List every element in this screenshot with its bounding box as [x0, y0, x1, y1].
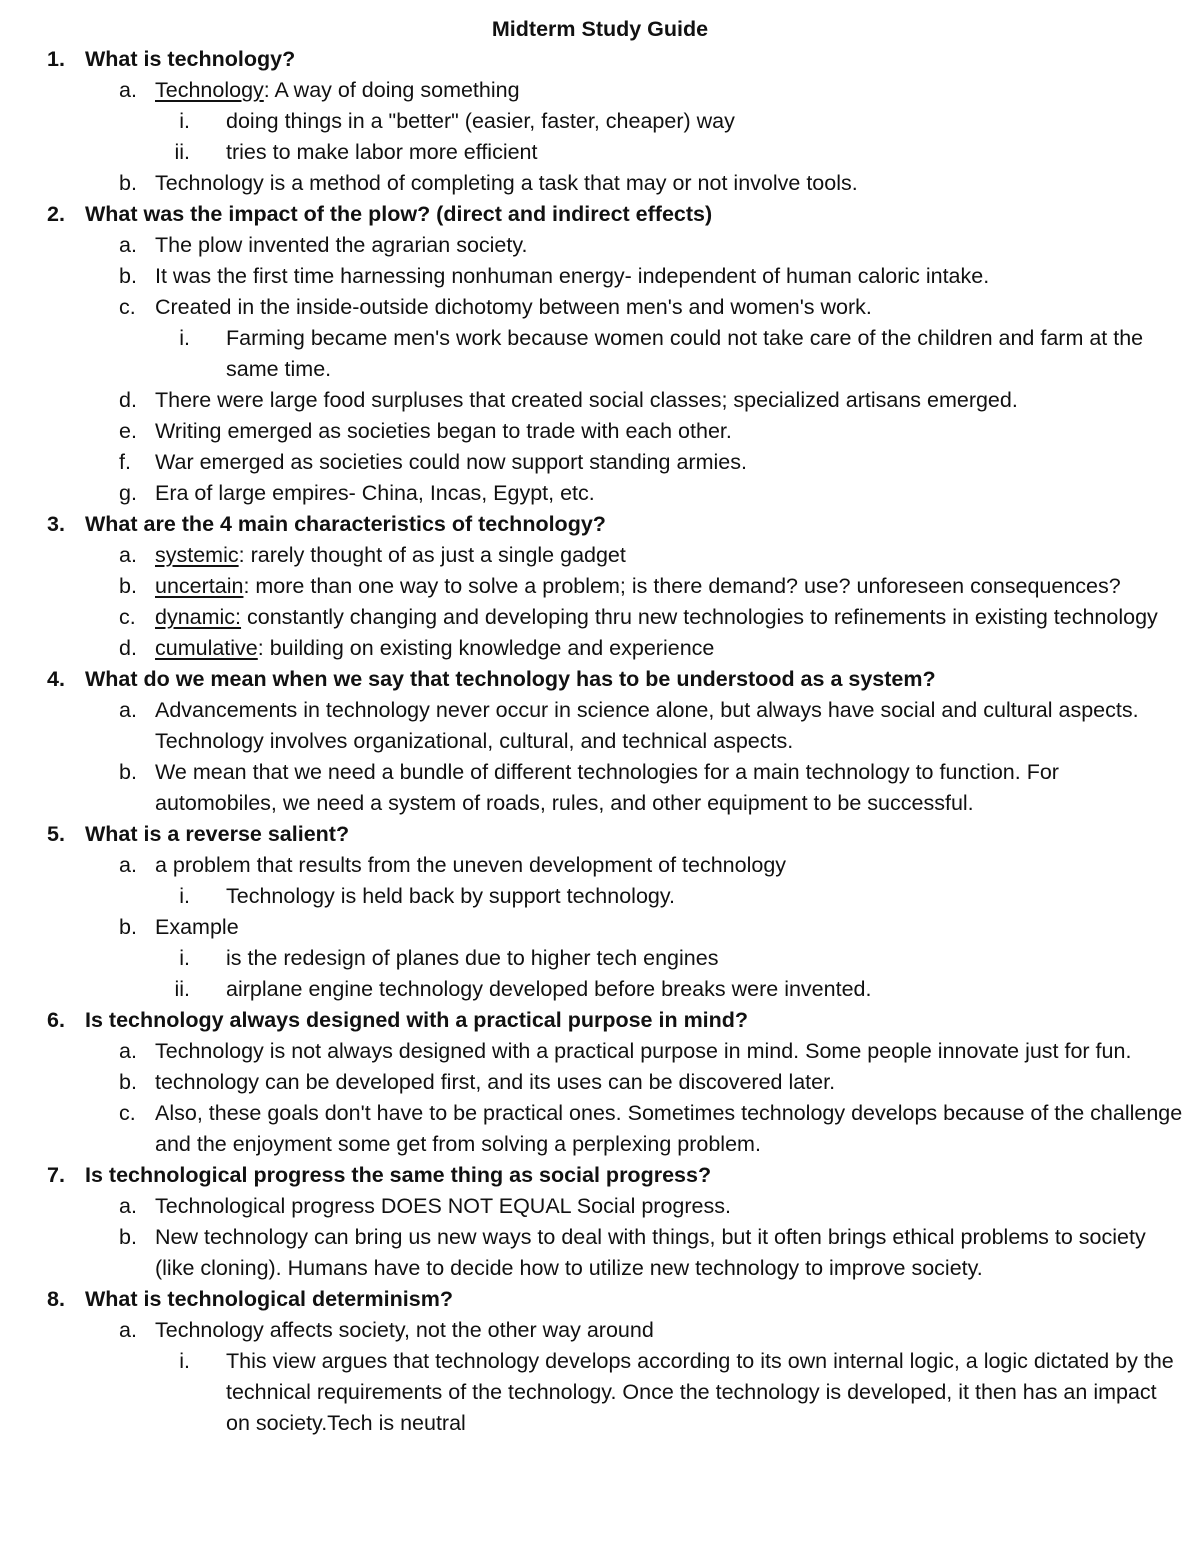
answer-text: a problem that results from the uneven development of technology — [155, 853, 787, 877]
question-number: 4. — [47, 667, 65, 691]
sub-answer-item — [0, 137, 1200, 168]
answer-marker: a. — [119, 853, 137, 877]
answer-item — [0, 230, 1200, 261]
answer-marker: a. — [119, 1039, 137, 1063]
answer-marker: b. — [119, 1225, 137, 1249]
sub-answer-text: Technology is held back by support technology. — [226, 884, 675, 908]
question-item — [0, 1005, 1200, 1036]
answer-marker: a. — [119, 78, 137, 102]
answer-text: The plow invented the agrarian society. — [155, 233, 528, 257]
sub-answer-text: This view argues that technology develops according to its own internal logic, a logic dictated by the technical requirements of the technology. Once the technology is developed, it then has an impact on society.Tech is neutral — [226, 1349, 1174, 1435]
answer-item — [0, 1222, 1200, 1284]
question-text: What is technological determinism? — [85, 1287, 453, 1311]
answer-marker: c. — [119, 295, 136, 319]
answer-text: Era of large empires- China, Incas, Egypt, etc. — [155, 481, 595, 505]
answer-marker: a. — [119, 698, 137, 722]
question-number: 1. — [47, 47, 65, 71]
answer-text: technology can be developed first, and its uses can be discovered later. — [155, 1070, 836, 1094]
answer-marker: b. — [119, 760, 137, 784]
answer-term: systemic — [155, 543, 239, 567]
question-text: What was the impact of the plow? (direct and indirect effects) — [85, 202, 713, 226]
question-item — [0, 819, 1200, 850]
answer-text: : A way of doing something — [263, 78, 520, 102]
sub-answer-item — [0, 974, 1200, 1005]
answer-item — [0, 75, 1200, 106]
answer-item — [0, 850, 1200, 881]
question-item — [0, 199, 1200, 230]
answer-text: Example — [155, 915, 239, 939]
question-number: 2. — [47, 202, 65, 226]
answer-marker: c. — [119, 1101, 136, 1125]
answer-text: : building on existing knowledge and experience — [257, 636, 715, 660]
question-number: 5. — [47, 822, 65, 846]
answer-item — [0, 478, 1200, 509]
answer-item — [0, 912, 1200, 943]
answer-item — [0, 571, 1200, 602]
answer-text: Technology is not always designed with a practical purpose in mind. Some people innovate just for fun. — [155, 1039, 1132, 1063]
sub-answer-marker: i. — [179, 326, 190, 350]
answer-term: uncertain — [155, 574, 244, 598]
answer-marker: b. — [119, 171, 137, 195]
answer-term: Technology — [155, 78, 264, 102]
answer-item — [0, 292, 1200, 323]
sub-answer-marker: i. — [179, 946, 190, 970]
answer-text: Technology is a method of completing a task that may or not involve tools. — [155, 171, 858, 195]
question-number: 8. — [47, 1287, 65, 1311]
sub-answer-item — [0, 106, 1200, 137]
answer-marker: b. — [119, 574, 137, 598]
answer-item — [0, 633, 1200, 664]
question-item — [0, 44, 1200, 75]
question-text: Is technological progress the same thing as social progress? — [85, 1163, 712, 1187]
sub-answer-item — [0, 1346, 1200, 1439]
sub-answer-item — [0, 881, 1200, 912]
answer-item — [0, 757, 1200, 819]
answer-text: Technological progress DOES NOT EQUAL Social progress. — [155, 1194, 731, 1218]
sub-answer-marker: ii. — [174, 977, 190, 1001]
answer-text: Also, these goals don't have to be practical ones. Sometimes technology develops because of the challenge and the enjoyment some get from solving a perplexing problem. — [155, 1101, 1183, 1156]
document-title: Midterm Study Guide — [491, 17, 709, 41]
question-item — [0, 1284, 1200, 1315]
answer-text: : rarely thought of as just a single gadget — [238, 543, 626, 567]
answer-marker: a. — [119, 1194, 137, 1218]
answer-item — [0, 447, 1200, 478]
sub-answer-marker: ii. — [174, 140, 190, 164]
question-text: What is a reverse salient? — [85, 822, 350, 846]
answer-marker: b. — [119, 1070, 137, 1094]
answer-text: Created in the inside-outside dichotomy between men's and women's work. — [155, 295, 872, 319]
question-list — [0, 44, 1200, 1439]
question-text: What is technology? — [85, 47, 296, 71]
answer-marker: e. — [119, 419, 137, 443]
sub-answer-text: airplane engine technology developed before breaks were invented. — [226, 977, 872, 1001]
answer-item — [0, 1191, 1200, 1222]
question-number: 6. — [47, 1008, 65, 1032]
answer-item — [0, 1036, 1200, 1067]
answer-term: cumulative — [155, 636, 258, 660]
answer-item — [0, 695, 1200, 757]
answer-text: New technology can bring us new ways to deal with things, but it often brings ethical problems to society (like cloning). Humans have to decide how to utilize new technology to improve society. — [155, 1225, 1146, 1280]
question-number: 7. — [47, 1163, 65, 1187]
answer-item — [0, 1315, 1200, 1346]
answer-item — [0, 1098, 1200, 1160]
question-item — [0, 1160, 1200, 1191]
sub-answer-marker: i. — [179, 1349, 190, 1373]
question-text: What are the 4 main characteristics of technology? — [85, 512, 606, 536]
answer-item — [0, 1067, 1200, 1098]
answer-text: There were large food surpluses that created social classes; specialized artisans emerged. — [155, 388, 1018, 412]
answer-text: Writing emerged as societies began to trade with each other. — [155, 419, 732, 443]
sub-answer-text: tries to make labor more efficient — [226, 140, 538, 164]
answer-item — [0, 416, 1200, 447]
sub-answer-text: Farming became men's work because women could not take care of the children and farm at the same time. — [226, 326, 1144, 381]
sub-answer-item — [0, 943, 1200, 974]
answer-marker: a. — [119, 233, 137, 257]
answer-marker: d. — [119, 388, 137, 412]
sub-answer-item — [0, 323, 1200, 385]
answer-item — [0, 168, 1200, 199]
answer-text: War emerged as societies could now support standing armies. — [155, 450, 747, 474]
answer-term: dynamic: — [155, 605, 242, 629]
sub-answer-marker: i. — [179, 884, 190, 908]
answer-marker: d. — [119, 636, 137, 660]
question-number: 3. — [47, 512, 65, 536]
answer-marker: a. — [119, 1318, 137, 1342]
answer-text: Technology affects society, not the other way around — [155, 1318, 654, 1342]
answer-text: : more than one way to solve a problem; is there demand? use? unforeseen consequences? — [243, 574, 1121, 598]
answer-marker: a. — [119, 543, 137, 567]
question-item — [0, 509, 1200, 540]
question-text: What do we mean when we say that technology has to be understood as a system? — [85, 667, 936, 691]
answer-text: Advancements in technology never occur in science alone, but always have social and cultural aspects. Technology involves organizational, cultural, and technical aspects. — [155, 698, 1139, 753]
sub-answer-text: doing things in a "better" (easier, faster, cheaper) way — [226, 109, 735, 133]
answer-item — [0, 385, 1200, 416]
answer-marker: g. — [119, 481, 137, 505]
answer-text: We mean that we need a bundle of different technologies for a main technology to function. For automobiles, we need a system of roads, rules, and other equipment to be successful. — [155, 760, 1059, 815]
answer-item — [0, 540, 1200, 571]
answer-text: It was the first time harnessing nonhuman energy- independent of human caloric intake. — [155, 264, 990, 288]
answer-item — [0, 261, 1200, 292]
answer-text: constantly changing and developing thru new technologies to refinements in existing technology — [241, 605, 1158, 629]
sub-answer-text: is the redesign of planes due to higher tech engines — [226, 946, 719, 970]
answer-marker: c. — [119, 605, 136, 629]
answer-marker: b. — [119, 264, 137, 288]
question-text: Is technology always designed with a practical purpose in mind? — [85, 1008, 749, 1032]
answer-item — [0, 602, 1200, 633]
answer-marker: b. — [119, 915, 137, 939]
sub-answer-marker: i. — [179, 109, 190, 133]
question-item — [0, 664, 1200, 695]
answer-marker: f. — [119, 450, 131, 474]
